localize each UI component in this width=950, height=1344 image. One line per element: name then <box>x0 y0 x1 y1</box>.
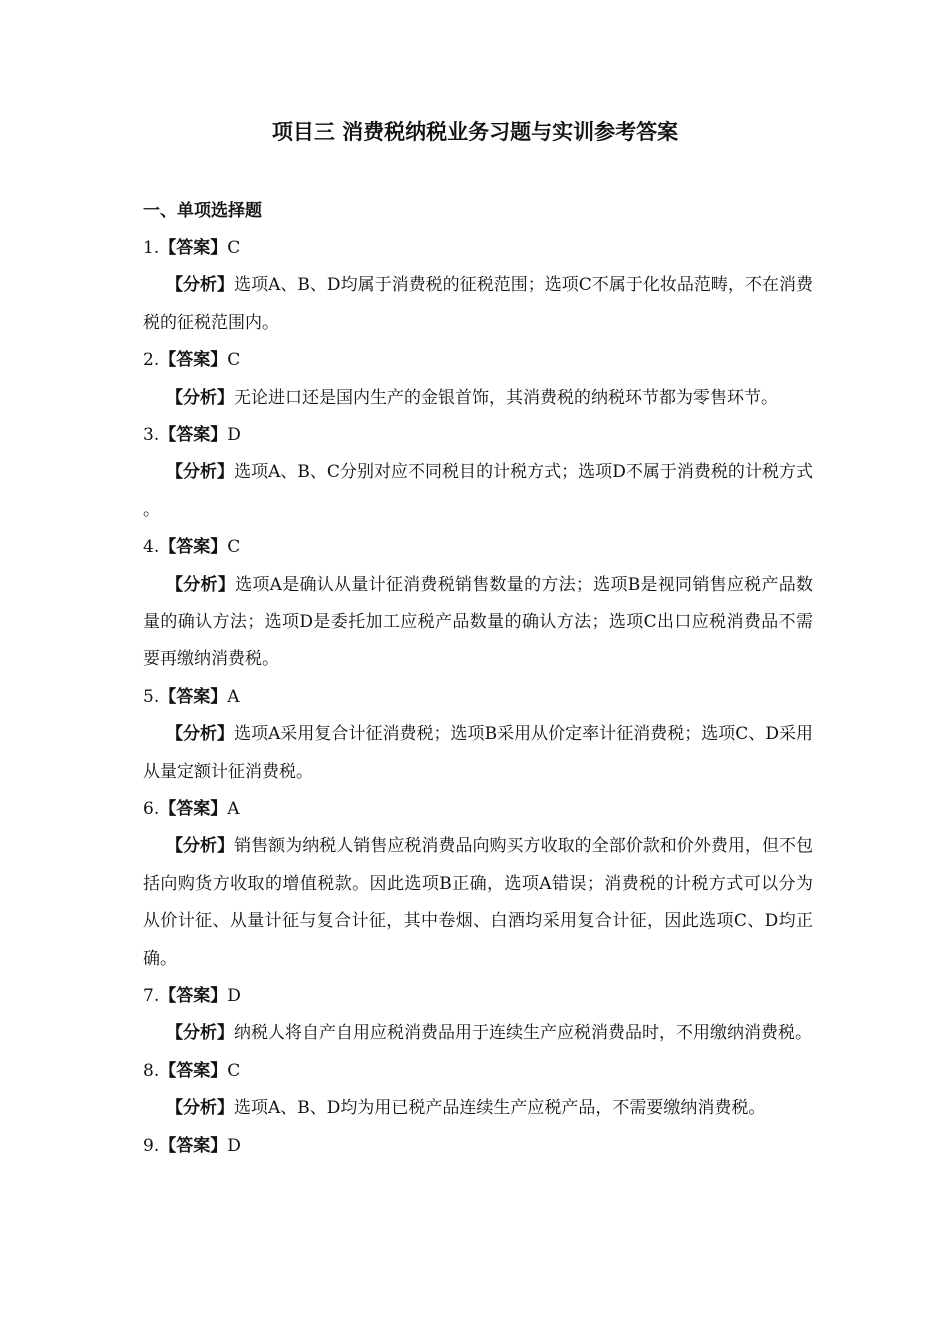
analysis-tag: 【分析】 <box>166 462 235 483</box>
question-number: 1. <box>143 238 160 258</box>
question-analysis <box>143 380 813 417</box>
analysis-text: 选项A、B、D均属于消费税的征税范围；选项C不属于化妆品范畴，不在消费税的征税范围内。 <box>143 275 813 333</box>
question-number: 2. <box>143 350 160 371</box>
question-analysis <box>143 267 813 342</box>
question-analysis <box>143 1015 813 1052</box>
answer-value: C <box>227 350 241 371</box>
question-answer-line <box>143 529 813 566</box>
question-number: 9. <box>143 1135 160 1156</box>
analysis-tag: 【分析】 <box>166 836 235 857</box>
answer-value: A <box>227 799 240 820</box>
answer-tag: 【答案】 <box>159 1135 228 1156</box>
question-answer-line <box>143 978 813 1015</box>
question-answer-line <box>143 791 813 828</box>
analysis-text: 选项A采用复合计征消费税；选项B采用从价定率计征消费税；选项C、D采用从量定额计征消费税。 <box>143 724 813 782</box>
question-analysis <box>143 828 813 978</box>
question-number: 3. <box>143 425 160 445</box>
question-answer-line <box>143 679 813 716</box>
question-number: 8. <box>143 1060 160 1081</box>
analysis-text: 销售额为纳税人销售应税消费品向购买方收取的全部价款和价外费用，但不包括向购货方收取的增值税款。因此选项B正确，选项A错误；消费税的计税方式可以分为从价计征、从量计征与复合计征，其中卷烟、白酒均采用复合计征，因此选项C、D均正确。 <box>143 836 813 969</box>
analysis-tag: 【分析】 <box>166 1023 234 1044</box>
answer-content <box>143 193 813 1165</box>
answer-tag: 【答案】 <box>159 799 228 820</box>
answer-tag: 【答案】 <box>159 238 228 258</box>
answer-value: C <box>227 238 241 258</box>
analysis-tag: 【分析】 <box>166 275 235 296</box>
analysis-tag: 【分析】 <box>166 1098 234 1119</box>
analysis-text: 选项A是确认从量计征消费税销售数量的方法；选项B是视同销售应税产品数量的确认方法；选项D是委托加工应税产品数量的确认方法；选项C出口应税消费品不需要再缴纳消费税。 <box>143 574 813 670</box>
question-analysis <box>143 716 813 791</box>
section-heading: 一、单项选择题 <box>143 201 262 221</box>
analysis-text: 选项A、B、D均为用已税产品连续生产应税产品，不需要缴纳消费税。 <box>234 1098 766 1119</box>
question-answer-line <box>143 1128 813 1165</box>
analysis-tag: 【分析】 <box>166 387 234 408</box>
answer-tag: 【答案】 <box>159 350 228 371</box>
answer-tag: 【答案】 <box>159 986 228 1007</box>
question-analysis <box>143 1090 813 1127</box>
question-answer-line <box>143 1053 813 1090</box>
page-title: 项目三 消费税纳税业务习题与实训参考答案 <box>271 120 679 144</box>
question-analysis <box>143 567 813 679</box>
answer-value: D <box>227 986 241 1007</box>
question-answer-line <box>143 342 813 379</box>
analysis-tag: 【分析】 <box>166 724 235 745</box>
question-answer-line <box>143 417 813 454</box>
analysis-text: 选项A、B、C分别对应不同税目的计税方式；选项D不属于消费税的计税方式。 <box>143 462 813 520</box>
analysis-text: 无论进口还是国内生产的金银首饰，其消费税的纳税环节都为零售环节。 <box>234 387 778 408</box>
question-analysis <box>143 454 813 529</box>
answer-tag: 【答案】 <box>159 425 228 445</box>
analysis-text: 纳税人将自产自用应税消费品用于连续生产应税消费品时，不用缴纳消费税。 <box>234 1023 812 1044</box>
question-number: 7. <box>143 986 160 1007</box>
answer-value: D <box>227 1135 241 1156</box>
answer-tag: 【答案】 <box>159 686 228 707</box>
answer-value: D <box>227 425 241 445</box>
answer-tag: 【答案】 <box>159 537 228 558</box>
question-number: 4. <box>143 537 160 558</box>
answer-value: A <box>227 686 240 707</box>
analysis-tag: 【分析】 <box>166 574 236 595</box>
answer-tag: 【答案】 <box>159 1060 228 1081</box>
answer-value: C <box>227 537 241 558</box>
answer-value: C <box>227 1060 241 1081</box>
question-answer-line <box>143 230 813 267</box>
question-number: 6. <box>143 799 160 820</box>
question-number: 5. <box>143 686 160 707</box>
